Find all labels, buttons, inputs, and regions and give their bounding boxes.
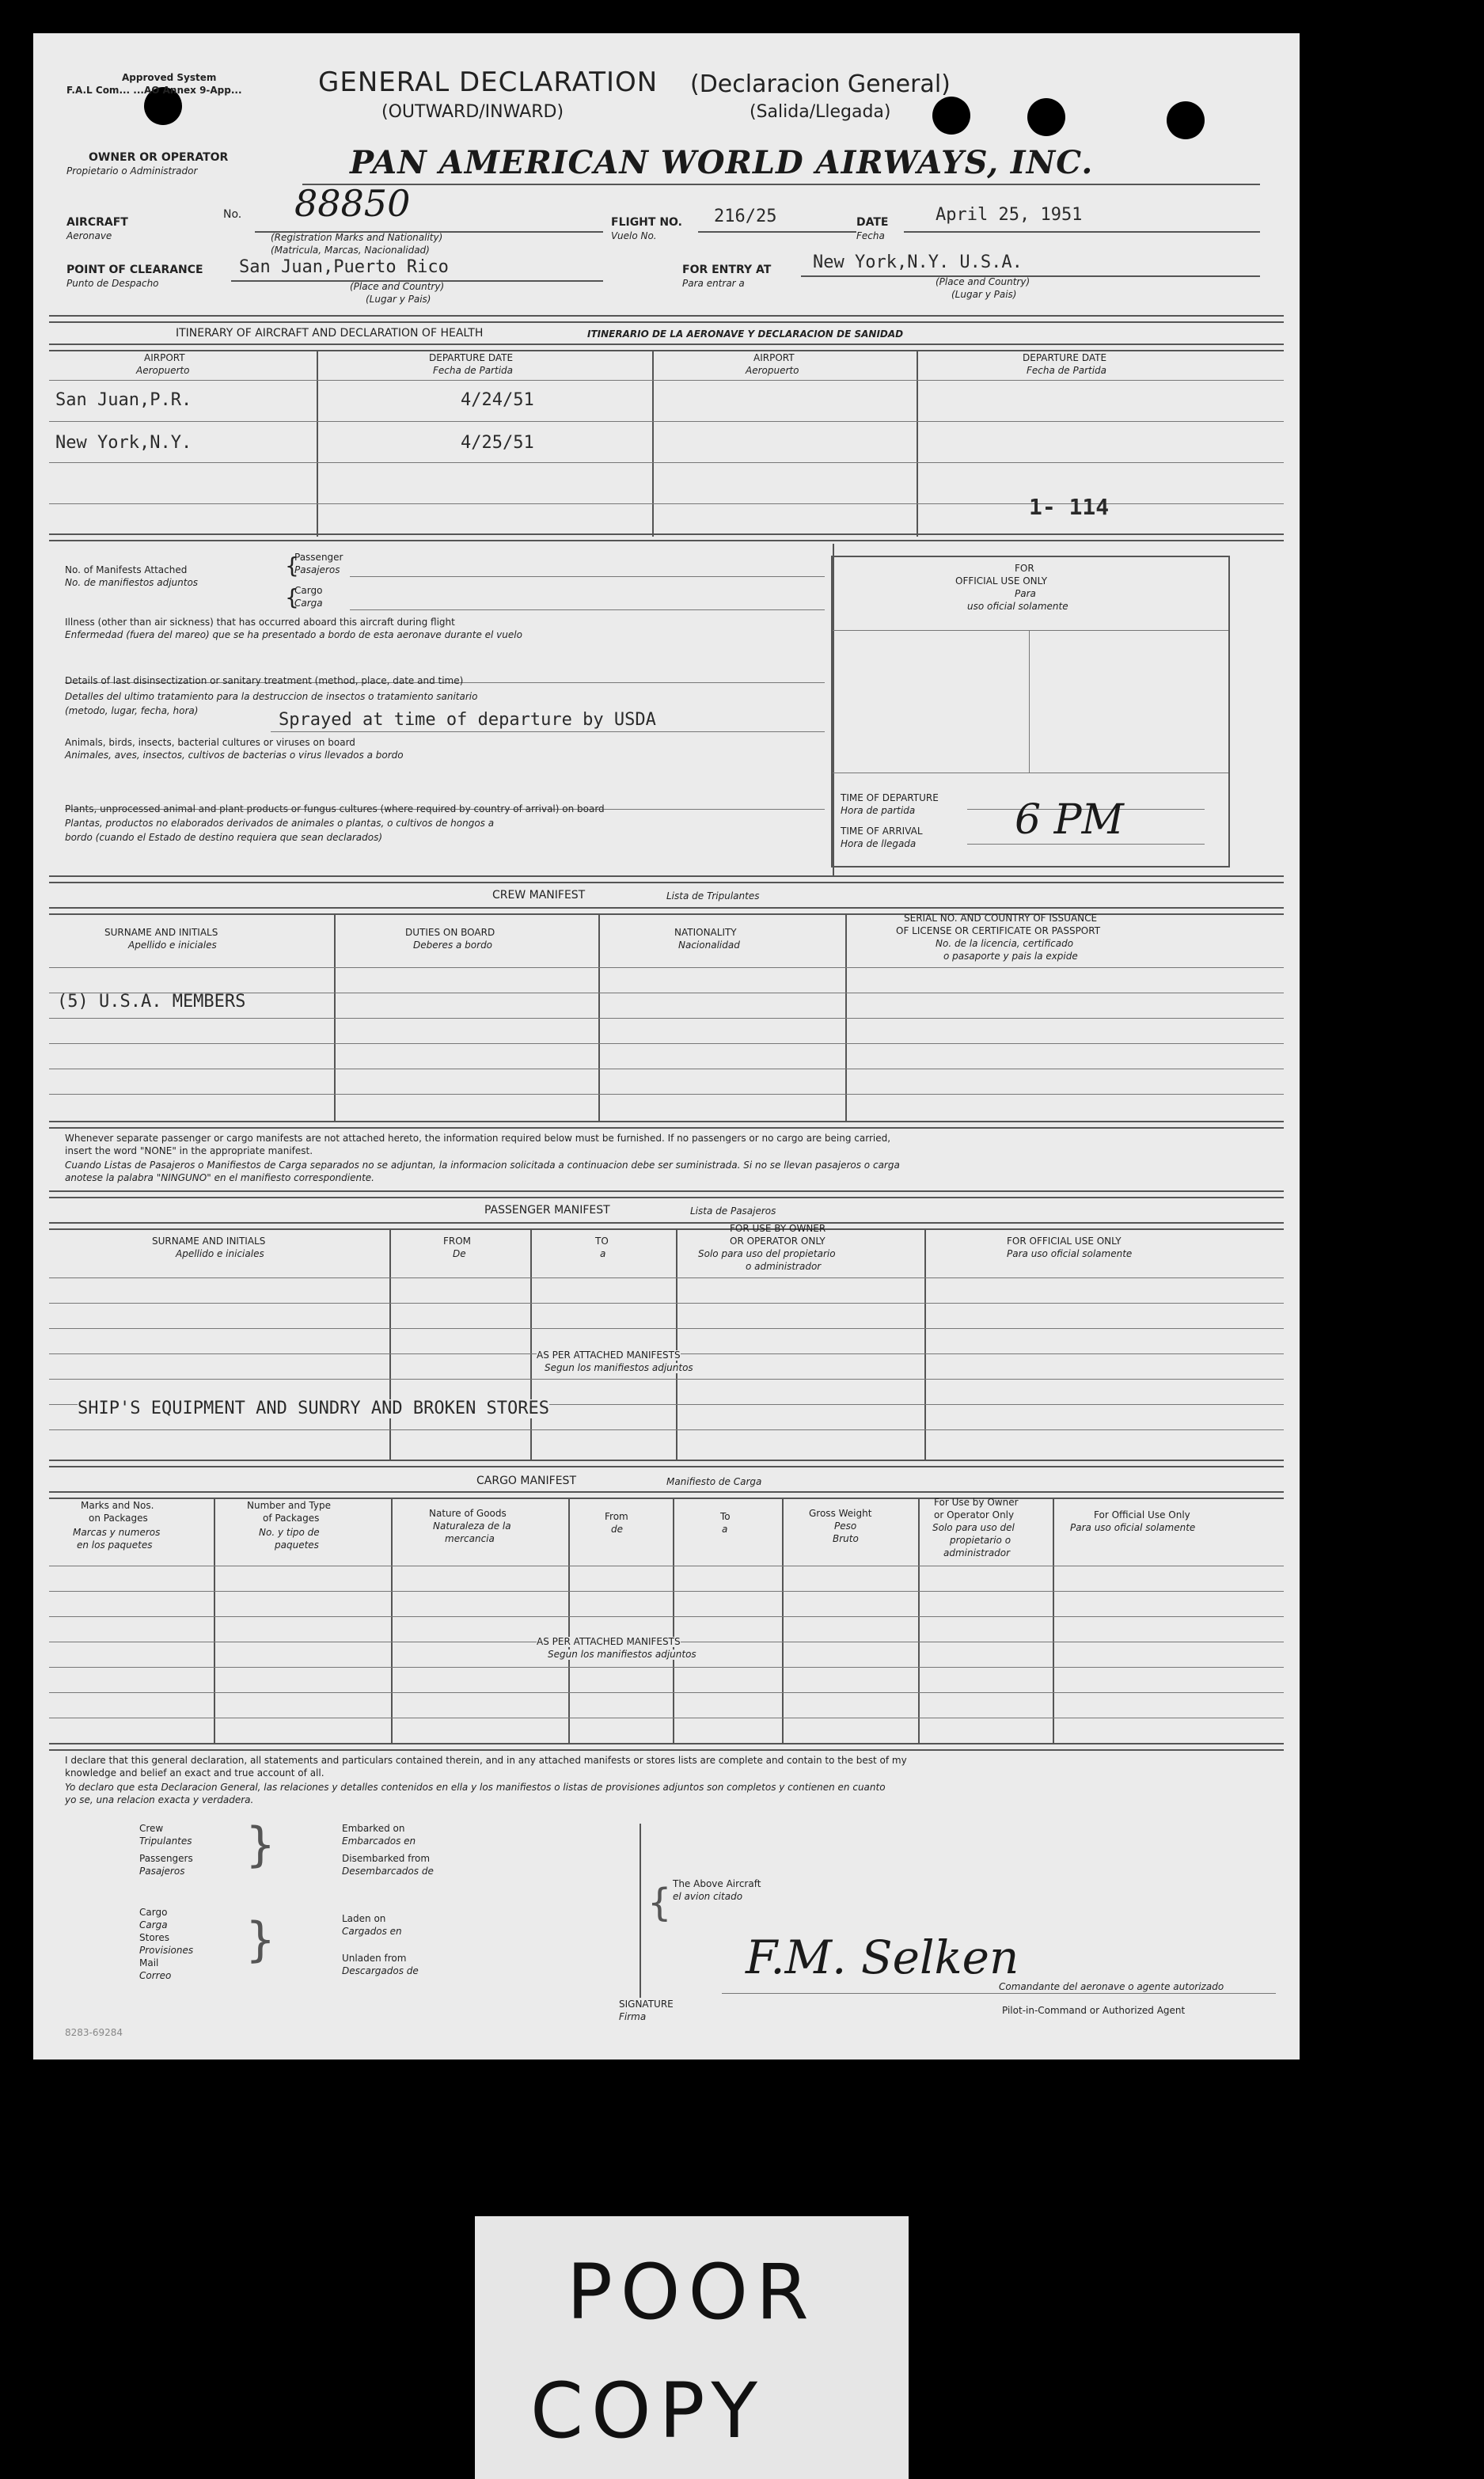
form-subtitle-es: (Salida/Llegada) xyxy=(750,102,891,122)
cargo-col-official-1: For Official Use Only xyxy=(1094,1509,1190,1520)
passenger-heading-es: Lista de Pasajeros xyxy=(690,1205,776,1217)
crew-col-license-1: SERIAL NO. AND COUNTRY OF ISSUANCE xyxy=(904,913,1098,924)
aircraft-no-label: No. xyxy=(223,208,242,221)
passenger-label: Passenger xyxy=(294,552,343,563)
pax-col-from-es: De xyxy=(453,1248,466,1259)
cargo-col-marks-3: Marcas y numeros xyxy=(73,1527,161,1538)
pax-col-official-es: Para uso oficial solamente xyxy=(1007,1248,1133,1259)
plants-label-es: Plantas, productos no elaborados derivados de animales o plantas, o cultivos de hongos a xyxy=(65,818,495,829)
cargo-col-owner-5: administrador xyxy=(943,1547,1011,1558)
pax-row-value: SHIP'S EQUIPMENT AND SUNDRY AND BROKEN STORES xyxy=(78,1399,550,1418)
clearance-value: San Juan,Puerto Rico xyxy=(239,257,449,277)
decl-brace: } xyxy=(245,1912,276,1968)
time-departure-label-es: Hora de partida xyxy=(841,805,916,816)
disinsect-value: Sprayed at time of departure by USDA xyxy=(279,710,656,730)
clearance-label: POINT OF CLEARANCE xyxy=(66,264,203,276)
itinerary-stamp-number: 1- 114 xyxy=(1029,494,1110,520)
cargo-attached: AS PER ATTACHED MANIFESTS xyxy=(537,1636,681,1647)
fal-reference: F.A.L Com... ...AO Annex 9-App... xyxy=(66,85,242,96)
cargo-col-marks-2: on Packages xyxy=(89,1513,148,1524)
entry-place-caption-es: (Lugar y Pais) xyxy=(951,289,1017,300)
cargo-col-number-4: paquetes xyxy=(275,1539,319,1551)
pax-col-to-es: a xyxy=(600,1248,606,1259)
commander-es: Comandante del aeronave o agente autorizado xyxy=(999,1981,1224,1992)
disinsect-label: Details of last disinsectization or sanitary treatment (method, place, date and time) xyxy=(65,675,464,686)
cargo-col-owner-1: For Use by Owner xyxy=(934,1497,1019,1508)
cargo-col-to-es: a xyxy=(722,1524,728,1535)
crew-col-surname: SURNAME AND INITIALS xyxy=(104,927,218,938)
form-subtitle: (OUTWARD/INWARD) xyxy=(381,102,564,122)
decl-unladen-es: Descargados de xyxy=(342,1965,419,1976)
itin-col-airport-2: AIRPORT xyxy=(753,352,795,363)
cargo-col-nature-1: Nature of Goods xyxy=(429,1508,507,1519)
flight-no-value: 216/25 xyxy=(714,207,777,226)
crew-col-license-2: OF LICENSE OR CERTIFICATE OR PASSPORT xyxy=(896,925,1101,936)
date-label-es: Fecha xyxy=(856,230,885,241)
decl-cargo: Cargo xyxy=(139,1907,168,1918)
decl-crew: Crew xyxy=(139,1823,164,1834)
arrival-value: 6 PM xyxy=(1015,796,1124,844)
form-title-es: (Declaracion General) xyxy=(690,70,951,98)
punch-hole xyxy=(1027,98,1065,136)
itin-col-departure-2-es: Fecha de Partida xyxy=(1027,365,1107,376)
aircraft-label: AIRCRAFT xyxy=(66,216,128,229)
time-arrival-label-es: Hora de llegada xyxy=(841,838,917,849)
decl-laden: Laden on xyxy=(342,1913,386,1924)
crew-col-surname-es: Apellido e iniciales xyxy=(128,940,217,951)
manifests-brace: { xyxy=(285,584,299,610)
manifests-label: No. of Manifests Attached xyxy=(65,564,188,575)
owner-label-es: Propietario o Administrador xyxy=(66,165,198,177)
cargo-col-marks-4: en los paquetes xyxy=(77,1539,153,1551)
crew-heading: CREW MANIFEST xyxy=(492,889,586,902)
approved-system: Approved System xyxy=(122,72,217,83)
place-caption-es: (Lugar y Pais) xyxy=(366,294,431,305)
date-label: DATE xyxy=(856,216,889,229)
itin-col-departure-2: DEPARTURE DATE xyxy=(1023,352,1107,363)
decl-line-3: Yo declaro que esta Declaracion General, las relaciones y detalles contenidos en ella y los manifiestos o listas de provisiones adjuntos son completos y contienen en cuanto xyxy=(65,1782,886,1793)
aircraft-no-value: 88850 xyxy=(294,182,411,225)
decl-brace: { xyxy=(647,1881,672,1925)
cargo-col-number-1: Number and Type xyxy=(247,1500,331,1511)
commander: Pilot-in-Command or Authorized Agent xyxy=(1002,2005,1186,2016)
registration-caption-es: (Matricula, Marcas, Nacionalidad) xyxy=(271,245,430,256)
notice-line-4: anotese la palabra "NINGUNO" en el manifiesto correspondiente. xyxy=(65,1172,374,1183)
official-para: Para xyxy=(1015,588,1036,599)
pax-col-owner-4: o administrador xyxy=(746,1261,822,1272)
itin-col-airport: AIRPORT xyxy=(144,352,185,363)
time-departure-label: TIME OF DEPARTURE xyxy=(841,792,939,803)
flight-label: FLIGHT NO. xyxy=(611,216,682,229)
crew-heading-es: Lista de Tripulantes xyxy=(666,890,760,902)
itinerary-heading: ITINERARY OF AIRCRAFT AND DECLARATION OF HEALTH xyxy=(176,327,484,340)
decl-cargo-es: Carga xyxy=(139,1919,168,1930)
declaration-form xyxy=(33,33,1300,2060)
decl-line-1: I declare that this general declaration, all statements and particulars contained therein, and in any attached manifests or stores lists are complete and contain to the best of my xyxy=(65,1755,907,1766)
cargo-col-weight-2: Peso xyxy=(834,1520,857,1532)
cargo-col-owner-4: propietario o xyxy=(950,1535,1011,1546)
decl-passengers: Passengers xyxy=(139,1853,193,1864)
pax-col-to: TO xyxy=(595,1236,609,1247)
disinsect-label-es: Detalles del ultimo tratamiento para la destruccion de insectos o tratamiento sanitario xyxy=(65,691,478,702)
official-use-es: uso oficial solamente xyxy=(967,601,1068,612)
decl-crew-es: Tripulantes xyxy=(139,1836,192,1847)
crew-col-nationality-es: Nacionalidad xyxy=(678,940,740,951)
cargo-col-weight-1: Gross Weight xyxy=(809,1508,872,1519)
passenger-label-es: Pasajeros xyxy=(294,564,340,575)
aircraft-label-es: Aeronave xyxy=(66,230,112,241)
decl-brace: } xyxy=(245,1817,276,1873)
illness-label-es: Enfermedad (fuera del mareo) que se ha presentado a bordo de esta aeronave durante el vuelo xyxy=(65,629,522,640)
cargo-attached-es: Segun los manifiestos adjuntos xyxy=(548,1649,696,1660)
cargo-col-weight-3: Bruto xyxy=(833,1533,859,1544)
crew-row-value: (5) U.S.A. MEMBERS xyxy=(57,992,246,1012)
decl-mail-es: Correo xyxy=(139,1970,172,1981)
itin-col-airport-es: Aeropuerto xyxy=(136,365,190,376)
pax-attached: AS PER ATTACHED MANIFESTS xyxy=(537,1350,681,1361)
pax-col-owner-1: FOR USE BY OWNER xyxy=(730,1223,826,1234)
date-value: April 25, 1951 xyxy=(936,205,1083,225)
decl-line-2: knowledge and belief an exact and true account of all. xyxy=(65,1767,325,1779)
pax-col-owner-2: OR OPERATOR ONLY xyxy=(730,1236,825,1247)
official-for: FOR xyxy=(1015,563,1034,574)
cargo-heading-es: Manifiesto de Carga xyxy=(666,1476,762,1487)
crew-col-duties-es: Deberes a bordo xyxy=(413,940,493,951)
cargo-col-nature-2: Naturaleza de la xyxy=(433,1520,511,1532)
manifests-label-es: No. de manifiestos adjuntos xyxy=(65,577,199,588)
notice-line-2: insert the word "NONE" in the appropriate manifest. xyxy=(65,1145,313,1156)
itin-col-departure-es: Fecha de Partida xyxy=(433,365,514,376)
time-arrival-label: TIME OF ARRIVAL xyxy=(841,826,923,837)
decl-passengers-es: Pasajeros xyxy=(139,1866,185,1877)
disinsect-label-es-2: (metodo, lugar, fecha, hora) xyxy=(65,705,199,716)
cargo-col-number-3: No. y tipo de xyxy=(259,1527,320,1538)
form-code: 8283-69284 xyxy=(65,2027,123,2038)
decl-embarked-es: Embarcados en xyxy=(342,1836,416,1847)
decl-above-aircraft-es: el avion citado xyxy=(673,1891,743,1902)
illness-label: Illness (other than air sickness) that has occurred aboard this aircraft during flight xyxy=(65,617,455,628)
cargo-label: Cargo xyxy=(294,585,323,596)
decl-embarked: Embarked on xyxy=(342,1823,405,1834)
itin-row-1-airport: San Juan,P.R. xyxy=(55,390,192,410)
manifests-brace: { xyxy=(285,552,299,579)
decl-mail: Mail xyxy=(139,1957,159,1968)
decl-line-4: yo se, una relacion exacta y verdadera. xyxy=(65,1794,254,1805)
poor-copy-line-2: COPY xyxy=(530,2367,766,2455)
passenger-heading: PASSENGER MANIFEST xyxy=(484,1204,610,1217)
decl-disembarked: Disembarked from xyxy=(342,1853,431,1864)
punch-hole xyxy=(1167,101,1205,139)
decl-unladen: Unladen from xyxy=(342,1953,407,1964)
owner-label: OWNER OR OPERATOR xyxy=(89,151,229,164)
crew-col-license-3: No. de la licencia, certificado xyxy=(936,938,1074,949)
animals-label-es: Animales, aves, insectos, cultivos de bacterias o virus llevados a bordo xyxy=(65,750,404,761)
entry-label: FOR ENTRY AT xyxy=(682,264,772,276)
animals-label: Animals, birds, insects, bacterial cultures or viruses on board xyxy=(65,737,355,748)
cargo-col-marks-1: Marks and Nos. xyxy=(81,1500,154,1511)
crew-col-nationality: NATIONALITY xyxy=(674,927,737,938)
decl-stores: Stores xyxy=(139,1932,169,1943)
itin-col-airport-2-es: Aeropuerto xyxy=(746,365,799,376)
itin-row-1-date: 4/24/51 xyxy=(461,390,534,410)
poor-copy-line-1: POOR xyxy=(567,2248,817,2337)
pax-attached-es: Segun los manifiestos adjuntos xyxy=(545,1362,693,1373)
punch-hole xyxy=(932,97,970,135)
cargo-heading: CARGO MANIFEST xyxy=(476,1475,576,1487)
cargo-col-owner-3: Solo para uso del xyxy=(932,1522,1015,1533)
crew-col-duties: DUTIES ON BOARD xyxy=(405,927,495,938)
pax-col-owner-3: Solo para uso del propietario xyxy=(698,1248,836,1259)
form-title: GENERAL DECLARATION xyxy=(318,66,659,98)
pax-col-surname-es: Apellido e iniciales xyxy=(176,1248,264,1259)
pax-col-from: FROM xyxy=(443,1236,472,1247)
flight-label-es: Vuelo No. xyxy=(611,230,657,241)
decl-stores-es: Provisiones xyxy=(139,1945,194,1956)
crew-col-license-4: o pasaporte y pais la expide xyxy=(943,951,1078,962)
poor-copy-stamp xyxy=(475,2216,909,2479)
signature-label: SIGNATURE xyxy=(619,1999,674,2010)
place-caption: (Place and Country) xyxy=(350,281,445,292)
signature-label-es: Firma xyxy=(619,2011,647,2022)
pax-col-surname: SURNAME AND INITIALS xyxy=(152,1236,266,1247)
decl-disembarked-es: Desembarcados de xyxy=(342,1866,434,1877)
plants-label-es-2: bordo (cuando el Estado de destino requiera que sean declarados) xyxy=(65,832,382,843)
itinerary-heading-es: ITINERARIO DE LA AERONAVE Y DECLARACION DE SANIDAD xyxy=(587,328,904,340)
clearance-label-es: Punto de Despacho xyxy=(66,278,159,289)
cargo-label-es: Carga xyxy=(294,598,323,609)
official-use-label: OFFICIAL USE ONLY xyxy=(955,575,1048,587)
entry-place-caption: (Place and Country) xyxy=(936,276,1030,287)
owner-value: PAN AMERICAN WORLD AIRWAYS, INC. xyxy=(350,144,1094,181)
decl-above-aircraft: The Above Aircraft xyxy=(673,1878,761,1889)
pax-col-official: FOR OFFICIAL USE ONLY xyxy=(1007,1236,1122,1247)
itin-row-2-date: 4/25/51 xyxy=(461,433,534,453)
plants-label: Plants, unprocessed animal and plant products or fungus cultures (where required by country of arrival) on board xyxy=(65,803,605,814)
cargo-col-number-2: of Packages xyxy=(263,1513,320,1524)
cargo-col-nature-3: mercancia xyxy=(445,1533,495,1544)
registration-caption: (Registration Marks and Nationality) xyxy=(271,232,443,243)
cargo-col-from: From xyxy=(605,1511,628,1522)
cargo-col-to: To xyxy=(720,1511,731,1522)
notice-line-3: Cuando Listas de Pasajeros o Manifiestos de Carga separados no se adjuntan, la informacion solicitada a continuacion debe ser suministrada. Si no se llevan pasajeros o carga xyxy=(65,1160,900,1171)
decl-laden-es: Cargados en xyxy=(342,1926,402,1937)
cargo-col-owner-2: or Operator Only xyxy=(934,1509,1015,1520)
itin-col-departure: DEPARTURE DATE xyxy=(429,352,514,363)
cargo-col-from-es: de xyxy=(611,1524,623,1535)
entry-value: New York,N.Y. U.S.A. xyxy=(813,252,1023,272)
signature: F.M. Selken xyxy=(746,1930,1019,1984)
cargo-col-official-2: Para uso oficial solamente xyxy=(1070,1522,1196,1533)
notice-line-1: Whenever separate passenger or cargo manifests are not attached hereto, the information required below must be furnished. If no passengers or no cargo are being carried, xyxy=(65,1133,891,1144)
entry-label-es: Para entrar a xyxy=(682,278,745,289)
itin-row-2-airport: New York,N.Y. xyxy=(55,433,192,453)
